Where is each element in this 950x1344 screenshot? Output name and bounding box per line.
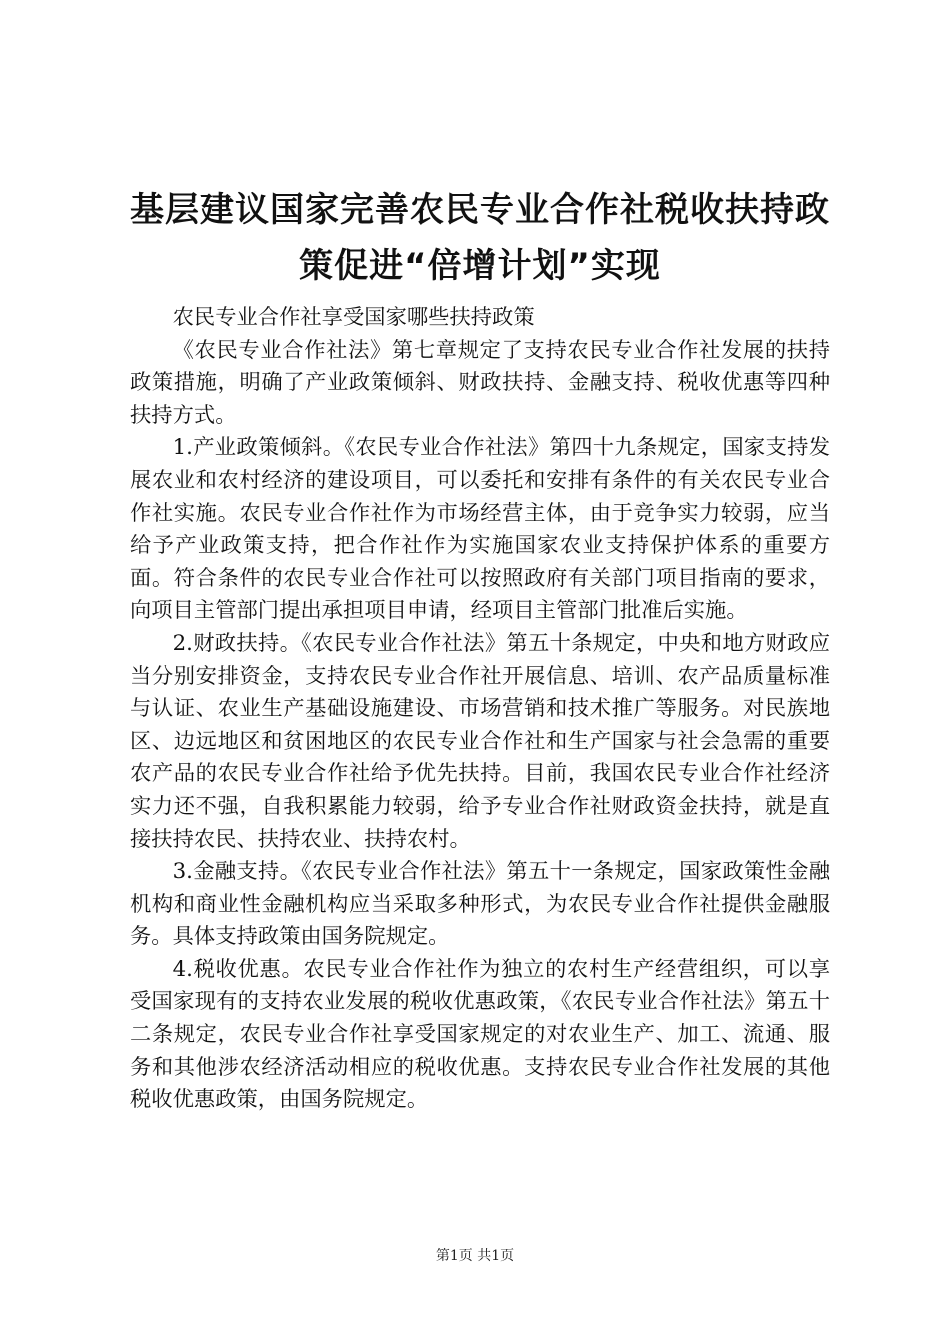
document-page bbox=[130, 0, 830, 1117]
document-body bbox=[130, 302, 830, 1117]
paragraph-tax-incentives: 4.税收优惠。农民专业合作社作为独立的农村生产经营组织，可以享受国家现有的支持农业发展的税收优惠政策，《农民专业合作社法》第五十二条规定，农民专业合作社享受国家规定的对农业生产、加工、流通、服务和其他涉农经济活动相应的税收优惠。支持农民专业合作社发展的其他税收优惠政策，由国务院规定。 bbox=[130, 956, 830, 1113]
document-title bbox=[130, 0, 830, 294]
page-footer bbox=[0, 1246, 950, 1266]
title-line-2: 策促进“倍增计划”实现 bbox=[299, 246, 661, 286]
paragraph-financial-support: 3.金融支持。《农民专业合作社法》第五十一条规定，国家政策性金融机构和商业性金融机构应当采取多种形式，为农民专业合作社提供金融服务。具体支持政策由国务院规定。 bbox=[130, 859, 830, 950]
paragraph-fiscal-support: 2.财政扶持。《农民专业合作社法》第五十条规定，中央和地方财政应当分别安排资金，支持农民专业合作社开展信息、培训、农产品质量标准与认证、农业生产基础设施建设、市场营销和技术推广等服务。对民族地区、边远地区和贫困地区的农民专业合作社和生产国家与社会急需的重要农产品的农民专业合作社给予优先扶持。目前，我国农民专业合作社经济实力还不强，自我积累能力较弱，给予专业合作社财政资金扶持，就是直接扶持农民、扶持农业、扶持农村。 bbox=[130, 630, 830, 852]
paragraph-heading: 农民专业合作社享受国家哪些扶持政策 bbox=[172, 305, 535, 330]
page-number: 第1页 共1页 bbox=[435, 1248, 515, 1264]
paragraph-industry-policy: 1.产业政策倾斜。《农民专业合作社法》第四十九条规定，国家支持发展农业和农村经济的建设项目，可以委托和安排有条件的有关农民专业合作社实施。农民专业合作社作为市场经营主体，由于竞争实力较弱，应当给予产业政策支持，把合作社作为实施国家农业支持保护体系的重要方面。符合条件的农民专业合作社可以按照政府有关部门项目指南的要求，向项目主管部门提出承担项目申请，经项目主管部门批准后实施。 bbox=[130, 435, 830, 624]
title-line-1: 基层建议国家完善农民专业合作社税收扶持政 bbox=[130, 190, 830, 230]
paragraph-intro: 《农民专业合作社法》第七章规定了支持农民专业合作社发展的扶持政策措施，明确了产业政策倾斜、财政扶持、金融支持、税收优惠等四种扶持方式。 bbox=[130, 337, 830, 428]
